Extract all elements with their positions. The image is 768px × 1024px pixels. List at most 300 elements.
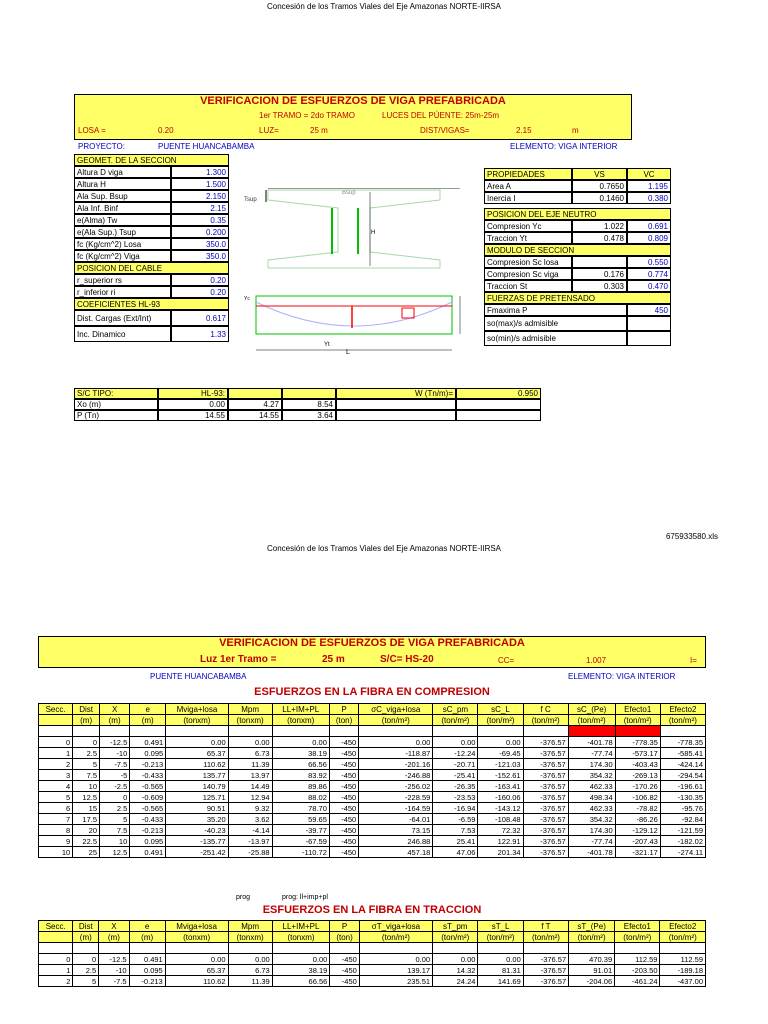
header-cell: σC_viga+losa <box>359 704 433 715</box>
table-cell: 0.00 <box>228 737 272 748</box>
table-cell: -108.48 <box>478 814 523 825</box>
table-cell: 10 <box>100 836 130 847</box>
header-cell: (ton/m²) <box>568 715 615 726</box>
traction-table <box>38 920 706 987</box>
table-cell: 72.32 <box>478 825 523 836</box>
table-cell: 81.31 <box>478 965 523 976</box>
prop-label: Traccion Yt <box>484 232 572 244</box>
table-cell: 2.5 <box>73 965 99 976</box>
table-cell: -10 <box>99 965 129 976</box>
header-cell: e <box>130 704 166 715</box>
header-cell: (ton/m²) <box>478 932 523 943</box>
table-cell: -450 <box>330 954 359 965</box>
table-cell: -376.57 <box>523 847 568 858</box>
header-cell: (ton/m²) <box>523 932 568 943</box>
blank-cell <box>129 943 165 954</box>
table-cell: -376.57 <box>523 748 568 759</box>
sc-cell <box>456 399 541 410</box>
table-cell: -450 <box>330 965 359 976</box>
table-cell: 0.00 <box>272 954 330 965</box>
table-cell: 0.095 <box>129 965 165 976</box>
table-cell: -573.17 <box>615 748 660 759</box>
table-cell: 90.51 <box>166 803 228 814</box>
table-cell: -294.54 <box>660 770 705 781</box>
luz-label: LUZ= <box>259 126 279 135</box>
header-cell: (ton/m²) <box>433 715 478 726</box>
table-cell: -401.78 <box>568 737 615 748</box>
table-cell: 10 <box>39 847 73 858</box>
table-cell: 2 <box>39 759 73 770</box>
table-cell: 91.01 <box>569 965 615 976</box>
header-cell: (tonxm) <box>165 932 228 943</box>
table-cell: 0.00 <box>478 954 523 965</box>
blank-cell <box>660 943 706 954</box>
table-cell: -40.23 <box>166 825 228 836</box>
proyecto-label: PROYECTO: <box>78 142 125 151</box>
table-cell: -69.45 <box>478 748 523 759</box>
blank-cell <box>433 726 478 737</box>
table-cell: -189.18 <box>660 965 706 976</box>
table-cell: -450 <box>329 836 358 847</box>
table-cell: 13.97 <box>228 770 272 781</box>
table-cell: -246.88 <box>359 770 433 781</box>
table-cell: 139.17 <box>359 965 432 976</box>
prop-vs: 0.7650 <box>572 180 627 192</box>
prop-vc: 0.809 <box>627 232 671 244</box>
table-cell: 14.49 <box>228 781 272 792</box>
table-cell: 5 <box>73 759 100 770</box>
prop-vs: 0.478 <box>572 232 627 244</box>
table-row <box>39 965 706 976</box>
table-cell: -95.76 <box>660 803 705 814</box>
page-header-2: Concesión de los Tramos Viales del Eje Amazonas NORTE-IIRSA <box>266 544 502 553</box>
blank-row <box>39 943 706 954</box>
table-cell: 12.5 <box>73 792 100 803</box>
table-cell: -196.61 <box>660 781 705 792</box>
header-cell: sT_(Pe) <box>569 921 615 932</box>
header-cell: Efecto2 <box>660 704 705 715</box>
table-cell: -0.433 <box>130 770 166 781</box>
prop-vc: 0.470 <box>627 280 671 292</box>
prop-label: Compresion Yc <box>484 220 572 232</box>
table-cell: 0 <box>73 737 100 748</box>
table-row <box>39 814 706 825</box>
table-cell: -403.43 <box>615 759 660 770</box>
table-cell: -207.43 <box>615 836 660 847</box>
table-cell: -450 <box>329 748 358 759</box>
table-cell: 462.33 <box>568 803 615 814</box>
table-cell: 5 <box>39 792 73 803</box>
geom-value: 2.15 <box>171 202 229 214</box>
luz-tramo-value: 25 m <box>322 654 345 665</box>
table-cell: -78.82 <box>615 803 660 814</box>
header-cell: (ton/m²) <box>478 715 523 726</box>
table-cell: 135.77 <box>166 770 228 781</box>
elemento-label: ELEMENTO: VIGA INTERIOR <box>510 142 618 151</box>
dist-label: DIST/VIGAS= <box>420 126 470 135</box>
blank-cell <box>433 943 478 954</box>
table-cell: -7.5 <box>100 759 130 770</box>
table-cell: 66.56 <box>272 976 330 987</box>
table-cell: -12.24 <box>433 748 478 759</box>
table-cell: 73.15 <box>359 825 433 836</box>
table-cell: 38.19 <box>272 748 329 759</box>
table-row <box>39 759 706 770</box>
header-cell: (m) <box>130 715 166 726</box>
header-cell: (ton/m²) <box>359 715 433 726</box>
table-cell: 47.06 <box>433 847 478 858</box>
geom-value: 350.0 <box>171 238 229 250</box>
table-cell: -376.57 <box>523 803 568 814</box>
traction-title: ESFUERZOS EN LA FIBRA EN TRACCION <box>262 904 482 916</box>
blank-cell <box>39 726 73 737</box>
table-cell: 0.00 <box>359 737 433 748</box>
table-cell: -12.5 <box>99 954 129 965</box>
header-cell <box>39 715 73 726</box>
header-cell: Secc. <box>39 921 73 932</box>
table-cell: -450 <box>329 770 358 781</box>
i-label: I= <box>690 656 697 665</box>
table-cell: 14.32 <box>433 965 478 976</box>
table-cell: 22.5 <box>73 836 100 847</box>
h-label: H <box>371 230 376 236</box>
prop-vs: 1.022 <box>572 220 627 232</box>
header-cell: Mviga+losa <box>165 921 228 932</box>
header-cell: (ton/m²) <box>615 932 660 943</box>
table-cell: -2.5 <box>100 781 130 792</box>
blank-cell <box>100 726 130 737</box>
table-cell: 122.91 <box>478 836 523 847</box>
geom-label: Ala Inf. Binf <box>74 202 171 214</box>
table-cell: 140.79 <box>166 781 228 792</box>
table-cell: -182.02 <box>660 836 705 847</box>
geom-value: 1.500 <box>171 178 229 190</box>
proyecto-value: PUENTE HUANCABAMBA <box>158 142 255 151</box>
table-cell: -118.87 <box>359 748 433 759</box>
cc-label: CC= <box>498 656 515 665</box>
table-cell: -39.77 <box>272 825 329 836</box>
table-cell: 9 <box>39 836 73 847</box>
table-cell: -0.213 <box>130 759 166 770</box>
table-cell: 0.491 <box>130 737 166 748</box>
header-cell: P <box>329 704 358 715</box>
blank-cell <box>615 726 660 737</box>
table-cell: 354.32 <box>568 814 615 825</box>
fuerza-value <box>627 331 671 346</box>
prog-label-2: prog: ll+imp+pl <box>282 894 328 901</box>
table-row <box>39 954 706 965</box>
table-cell: 462.33 <box>568 781 615 792</box>
table-cell: -67.59 <box>272 836 329 847</box>
table-cell: 0.095 <box>130 836 166 847</box>
prop-vc: 0.550 <box>627 256 671 268</box>
eje-title: POSICION DEL EJE NEUTRO <box>484 208 671 220</box>
table-row <box>39 836 706 847</box>
sc-cell <box>336 410 456 421</box>
table-cell: 66.56 <box>272 759 329 770</box>
table-cell: -201.16 <box>359 759 433 770</box>
blank-cell <box>330 943 359 954</box>
table-cell: 141.69 <box>478 976 523 987</box>
table-cell: -376.57 <box>523 792 568 803</box>
table-cell: -450 <box>329 803 358 814</box>
table-cell: 83.92 <box>272 770 329 781</box>
table-cell: -424.14 <box>660 759 705 770</box>
table-cell: 2 <box>39 976 73 987</box>
table-cell: -160.06 <box>478 792 523 803</box>
header-cell: Secc. <box>39 704 73 715</box>
table-cell: -0.565 <box>130 781 166 792</box>
header-cell: (ton/m²) <box>660 932 706 943</box>
table-cell: 246.88 <box>359 836 433 847</box>
dist-unit: m <box>572 126 579 135</box>
header-cell: (ton) <box>329 715 358 726</box>
table-cell: -121.03 <box>478 759 523 770</box>
table-cell: -461.24 <box>615 976 660 987</box>
header-cell: X <box>99 921 129 932</box>
blank-cell <box>73 726 100 737</box>
header-row <box>39 715 706 726</box>
table-cell: -64.01 <box>359 814 433 825</box>
table-cell: 65.37 <box>166 748 228 759</box>
header-row <box>39 932 706 943</box>
table-cell: 6.73 <box>228 748 272 759</box>
blank-row <box>39 726 706 737</box>
fuerza-value: 450 <box>627 304 671 316</box>
table-cell: 8 <box>39 825 73 836</box>
page-header: Concesión de los Tramos Viales del Eje Amazonas NORTE-IIRSA <box>266 2 502 11</box>
sc-cell: 8.54 <box>282 399 336 410</box>
blank-cell <box>523 943 568 954</box>
blank-cell <box>569 943 615 954</box>
header-cell: Dist <box>73 704 100 715</box>
coef-label: Inc. Dinamico <box>74 326 171 342</box>
table-cell: -121.59 <box>660 825 705 836</box>
yt-label: Yt <box>324 342 330 348</box>
header-cell: Dist <box>73 921 99 932</box>
table-cell: 11.39 <box>228 976 272 987</box>
header-cell: P <box>330 921 359 932</box>
geom-label: fc (Kg/cm^2) Losa <box>74 238 171 250</box>
tsup-label: Tsup <box>244 197 257 203</box>
header-cell: (ton/m²) <box>569 932 615 943</box>
table-cell: 7.53 <box>433 825 478 836</box>
table-cell: -376.57 <box>523 954 568 965</box>
table-cell: -25.88 <box>228 847 272 858</box>
table-cell: 3 <box>39 770 73 781</box>
table-cell: 354.32 <box>568 770 615 781</box>
table-cell: 11.39 <box>228 759 272 770</box>
geom-value: 0.200 <box>171 226 229 238</box>
table-cell: -4.14 <box>228 825 272 836</box>
table-cell: 10 <box>73 781 100 792</box>
table-cell: -450 <box>329 825 358 836</box>
compression-table <box>38 703 706 858</box>
table-cell: -10 <box>100 748 130 759</box>
table-cell: 12.5 <box>100 847 130 858</box>
sc-cell <box>456 410 541 421</box>
table-cell: -376.57 <box>523 965 568 976</box>
sc-cell <box>282 388 336 399</box>
table-cell: -376.57 <box>523 737 568 748</box>
geom-label: e(Ala Sup.) Tsup <box>74 226 171 238</box>
table-cell: 457.18 <box>359 847 433 858</box>
table-cell: 174.30 <box>568 759 615 770</box>
prop-vs: 0.176 <box>572 268 627 280</box>
table-cell: 0.491 <box>130 847 166 858</box>
blank-cell <box>165 943 228 954</box>
table-cell: 0.491 <box>129 954 165 965</box>
header-cell <box>39 932 73 943</box>
table-cell: -26.35 <box>433 781 478 792</box>
cable-title: POSICION DEL CABLE <box>74 262 229 274</box>
blank-cell <box>660 726 705 737</box>
table-cell: 5 <box>73 976 99 987</box>
table-cell: -143.12 <box>478 803 523 814</box>
sc-cell: 4.27 <box>228 399 282 410</box>
header-cell: (m) <box>129 932 165 943</box>
table-row <box>39 770 706 781</box>
l-label: L <box>346 349 350 356</box>
table-cell: -16.94 <box>433 803 478 814</box>
table-cell: -129.12 <box>615 825 660 836</box>
header-cell: Efecto1 <box>615 704 660 715</box>
table-cell: 5 <box>100 814 130 825</box>
table-cell: -274.11 <box>660 847 705 858</box>
table-cell: 2.5 <box>100 803 130 814</box>
prop-vs <box>572 256 627 268</box>
sc-cell: 14.55 <box>158 410 228 421</box>
table-cell: 0.00 <box>359 954 432 965</box>
header-cell: (m) <box>100 715 130 726</box>
blank-cell <box>478 726 523 737</box>
table-cell: -376.57 <box>523 781 568 792</box>
sc-cell <box>336 399 456 410</box>
table-cell: 78.70 <box>272 803 329 814</box>
table-cell: 7 <box>39 814 73 825</box>
blank-cell <box>99 943 129 954</box>
table-cell: -86.26 <box>615 814 660 825</box>
luces-label: LUCES DEL PÚENTE: 25m-25m <box>382 111 500 120</box>
cable-label: r_inferior ri <box>74 286 171 298</box>
table-cell: -450 <box>329 781 358 792</box>
table-cell: -228.59 <box>359 792 433 803</box>
table-row <box>39 825 706 836</box>
table-cell: 0.00 <box>433 737 478 748</box>
table-cell: -170.26 <box>615 781 660 792</box>
compression-title: ESFUERZOS EN LA FIBRA EN COMPRESION <box>254 686 490 698</box>
table-cell: 35.20 <box>166 814 228 825</box>
table-cell: 112.59 <box>615 954 660 965</box>
header-cell: (m) <box>73 932 99 943</box>
sc-cell: S/C TIPO: <box>74 388 158 399</box>
header-cell: sT_L <box>478 921 523 932</box>
table-cell: -585.41 <box>660 748 705 759</box>
header-cell: Mpm <box>228 704 272 715</box>
sc-cell <box>228 388 282 399</box>
table-cell: 0 <box>39 954 73 965</box>
table-cell: 0 <box>100 792 130 803</box>
prop-label: Compresion Sc losa <box>484 256 572 268</box>
table-cell: -204.06 <box>569 976 615 987</box>
table-cell: -164.59 <box>359 803 433 814</box>
table-cell: 235.51 <box>359 976 432 987</box>
header-cell: (ton/m²) <box>359 932 432 943</box>
header-cell: (tonxm) <box>272 932 330 943</box>
bsup-label: Bsup <box>342 190 356 196</box>
geom-label: Ala Sup. Bsup <box>74 190 171 202</box>
header-cell: sC_L <box>478 704 523 715</box>
coef-title: COEFICIENTES HL-93 <box>74 298 229 310</box>
table-cell: 65.37 <box>165 965 228 976</box>
table-cell: 498.34 <box>568 792 615 803</box>
header-cell: sC_(Pe) <box>568 704 615 715</box>
table-row <box>39 976 706 987</box>
header-cell: (tonxm) <box>272 715 329 726</box>
sc-cell: P (Tn) <box>74 410 158 421</box>
header-row <box>39 921 706 932</box>
prop-vc: 0.691 <box>627 220 671 232</box>
table-cell: -106.82 <box>615 792 660 803</box>
mod-title: MODULO DE SECCION <box>484 244 671 256</box>
table-cell: 3.62 <box>228 814 272 825</box>
table-cell: -92.84 <box>660 814 705 825</box>
prop-head: PROPIEDADES <box>484 168 572 180</box>
table-cell: -778.35 <box>660 737 705 748</box>
table-cell: 0.00 <box>166 737 228 748</box>
sc-cell: Xo (m) <box>74 399 158 410</box>
table-cell: 110.62 <box>165 976 228 987</box>
header-cell: Mviga+losa <box>166 704 228 715</box>
table-cell: 110.62 <box>166 759 228 770</box>
table-cell: -23.53 <box>433 792 478 803</box>
luz-value: 25 m <box>310 126 328 135</box>
blank-cell <box>359 726 433 737</box>
geom-value: 0.35 <box>171 214 229 226</box>
header-cell: σT_viga+losa <box>359 921 432 932</box>
table-cell: 0.00 <box>228 954 272 965</box>
table-cell: -20.71 <box>433 759 478 770</box>
table-cell: -450 <box>329 759 358 770</box>
fuerza-label: Fmaxima P <box>484 304 627 316</box>
table-cell: -376.57 <box>523 825 568 836</box>
table-cell: 125.71 <box>166 792 228 803</box>
fuerza-label: so(max)/s admisible <box>484 316 627 331</box>
table-cell: -376.57 <box>523 759 568 770</box>
table-cell: -7.5 <box>99 976 129 987</box>
table-cell: 112.59 <box>660 954 706 965</box>
table-cell: 6 <box>39 803 73 814</box>
table-row <box>39 803 706 814</box>
header-cell: e <box>129 921 165 932</box>
table-cell: -376.57 <box>523 814 568 825</box>
table-cell: 0.00 <box>165 954 228 965</box>
sc-value: S/C= HS-20 <box>380 654 434 665</box>
sc-cell: 0.00 <box>158 399 228 410</box>
coef-value: 1.33 <box>171 326 229 342</box>
header-cell: (m) <box>73 715 100 726</box>
geom-label: Altura H <box>74 178 171 190</box>
blank-cell <box>73 943 99 954</box>
table-cell: 89.86 <box>272 781 329 792</box>
blank-cell <box>272 726 329 737</box>
table-cell: -0.565 <box>130 803 166 814</box>
table-cell: -256.02 <box>359 781 433 792</box>
header-cell: (ton/m²) <box>433 932 478 943</box>
blank-cell <box>228 943 272 954</box>
table-cell: -450 <box>329 814 358 825</box>
blank-cell <box>523 726 568 737</box>
